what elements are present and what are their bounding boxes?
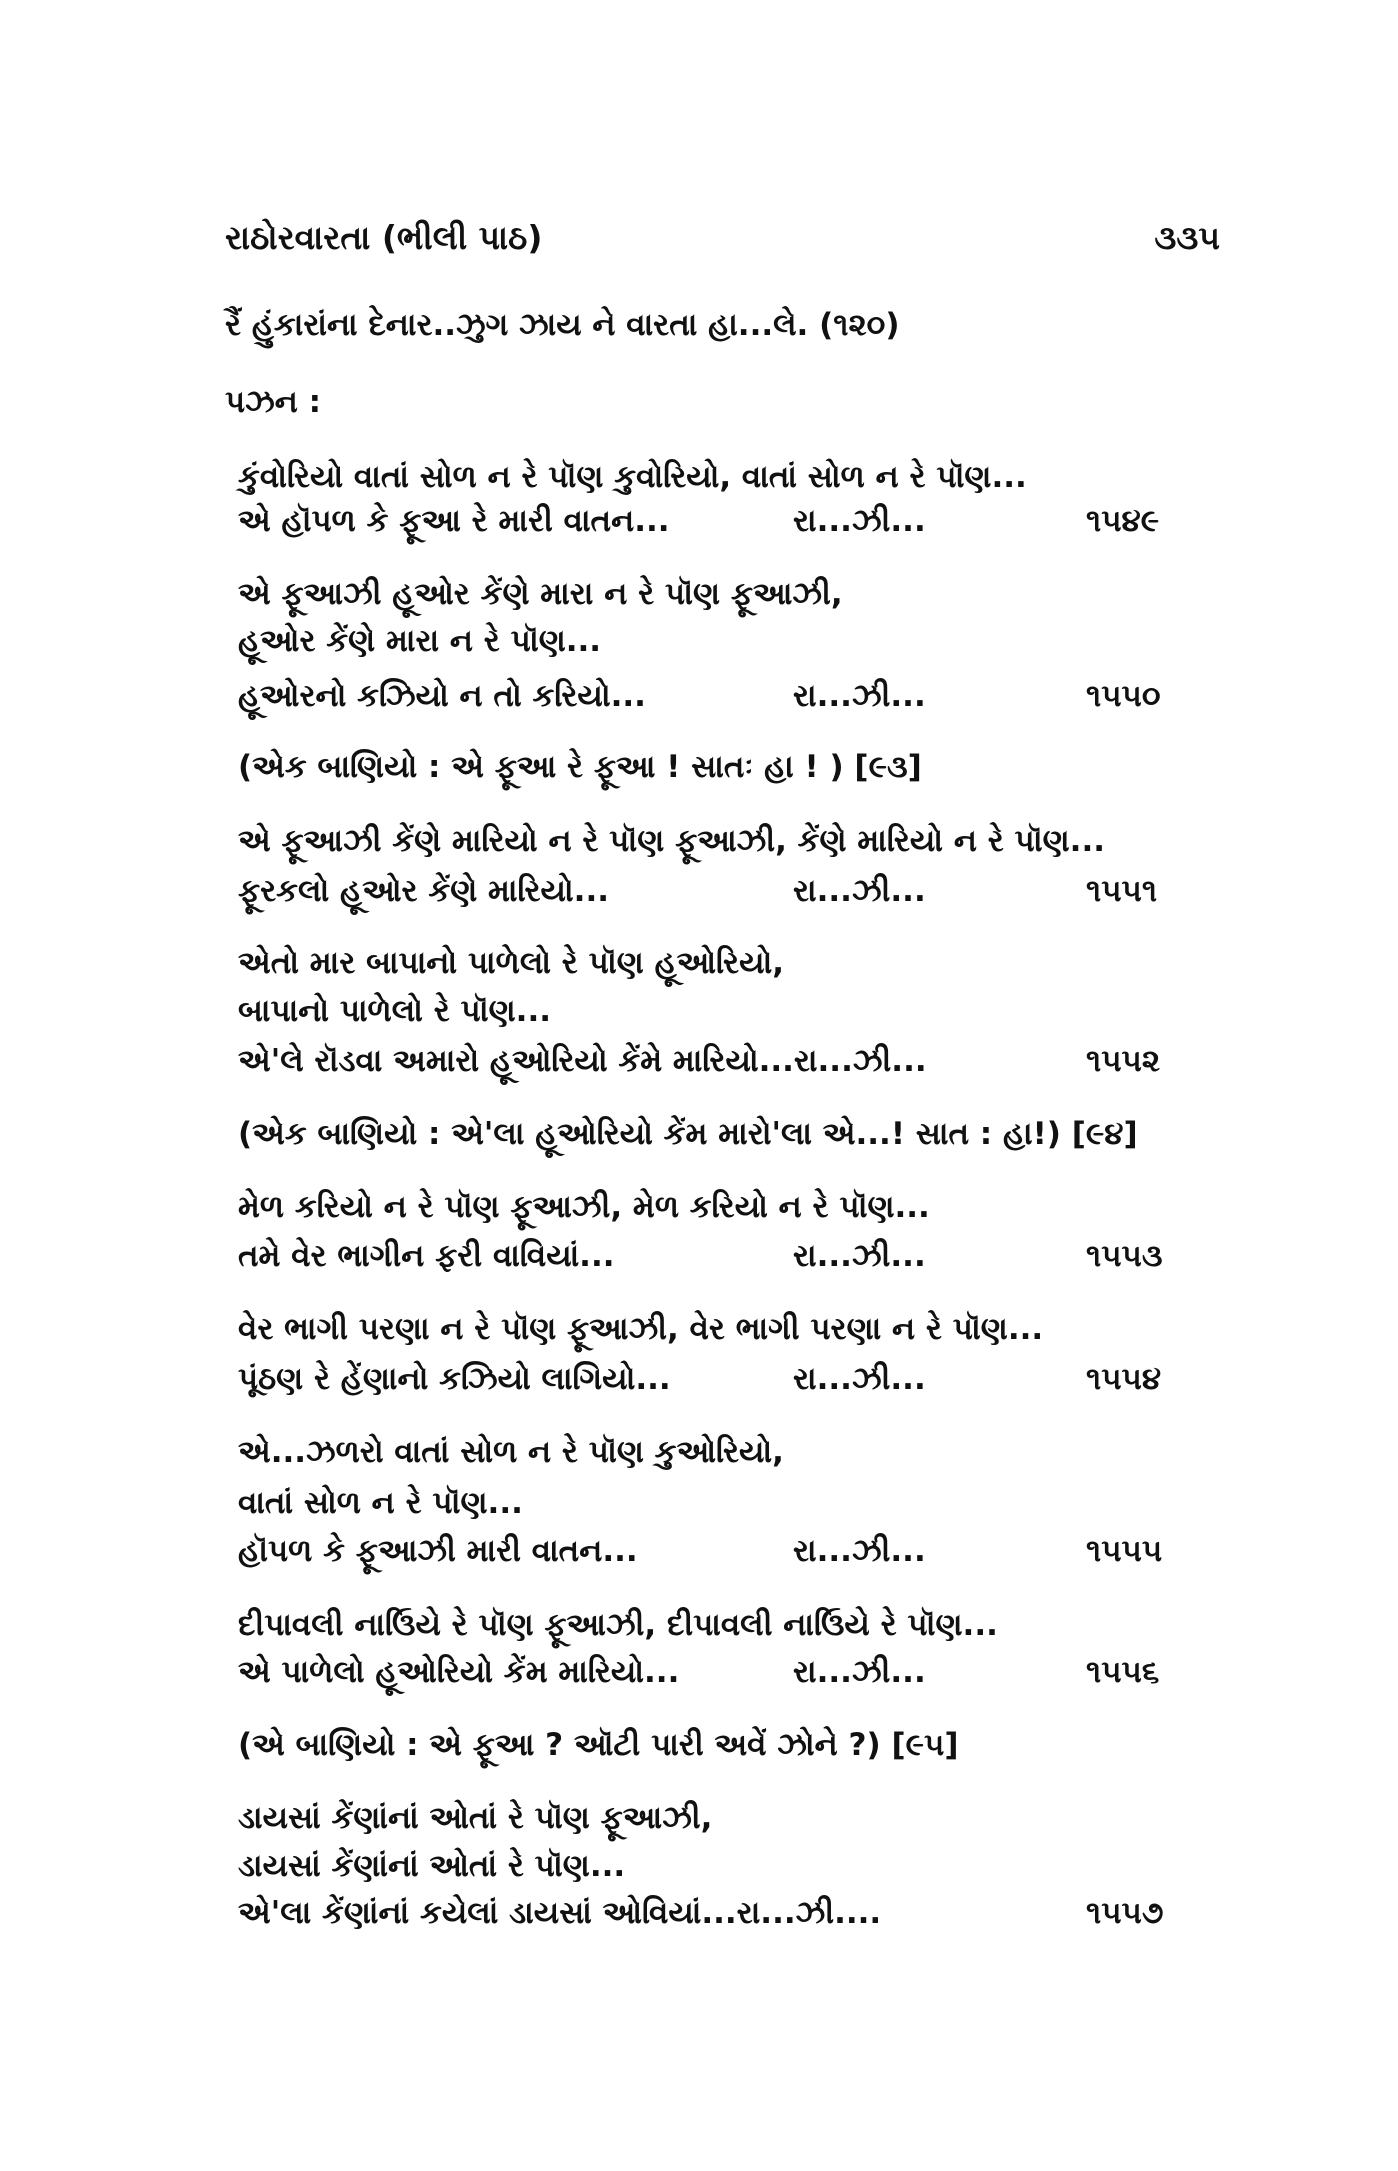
aside-line <box>238 749 922 785</box>
refrain-text: રા...ઝી... <box>793 678 926 714</box>
verse-text: દીપાવલી નાઉિયે રે પૉણ ફૂઆઝી, દીપાવલી નાઉિયે રે પૉણ... <box>238 1607 998 1643</box>
verse-text: પૂંઠણ રે હેંણાનો કઝિયો લાગિયો... <box>238 1361 671 1397</box>
verse-line <box>238 1434 784 1470</box>
verse-number: ૧૫૪૯ <box>1086 503 1160 539</box>
verse-text: બાપાનો પાળેલો રે પૉણ... <box>238 993 552 1029</box>
verse-text: ડાયસાં કેંણાંનાં ઓતાં રે પૉણ ફૂઆઝી, <box>238 1800 713 1836</box>
verse-text: એ ફૂઆઝી કેંણે મારિયો ન રે પૉણ ફૂઆઝી, કેંણે મારિયો ન રે પૉણ... <box>238 823 1106 859</box>
verse-line <box>238 1800 713 1836</box>
verse-text: હૂઓરનો કઝિયો ન તો કરિયો... <box>238 678 646 714</box>
verse-line <box>238 1533 1198 1569</box>
verse-text: એ'લા કેંણાંનાં કયેલાં ડાયસાં ઓવિયાં...રા...ઝી.... <box>238 1895 882 1931</box>
refrain-text: રા...ઝી... <box>793 503 926 539</box>
verse-number: ૧૫૫૧ <box>1086 873 1158 909</box>
verse-line <box>238 1895 1198 1931</box>
verse-text: હૂઓર કેંણે મારા ન રે પૉણ... <box>238 623 602 659</box>
verse-line <box>238 873 1198 909</box>
section-label: પઝન : <box>225 384 321 420</box>
verse-line <box>238 1189 930 1225</box>
verse-line <box>238 1607 998 1643</box>
aside-text: (એક બાણિયો : એ ફૂઆ રે ફૂઆ ! સાતઃ હા ! ) [૯૩] <box>238 749 922 785</box>
verse-line <box>238 623 602 659</box>
verse-text: એતો માર બાપાનો પાળેલો રે પૉણ હૂઓરિયો, <box>238 945 784 981</box>
verse-line <box>238 503 1198 539</box>
verse-line <box>238 576 843 612</box>
verse-number: ૧૫૫૪ <box>1086 1361 1162 1397</box>
verse-text: એ...ઝળરો વાતાં સોળ ન રે પૉણ કુઓરિયો, <box>238 1434 784 1470</box>
page-number: ૩૩૫ <box>1154 218 1220 257</box>
verse-number: ૧૫૫૩ <box>1086 1238 1163 1274</box>
refrain-text: રા...ઝી... <box>793 1654 926 1690</box>
refrain-text: રા...ઝી... <box>793 1238 926 1274</box>
verse-number: ૧૫૫૭ <box>1086 1895 1164 1931</box>
verse-text: ફૂરકલો હૂઓર કેંણે મારિયો... <box>238 873 610 909</box>
verse-line <box>238 1361 1198 1397</box>
intro-line: રૈં હુંકારાંના દેનાર..ઝુગ ઝાય ને વારતા હા...લે. (૧૨૦) <box>225 307 900 343</box>
verse-text: ડાયસાં કેંણાંનાં ઓતાં રે પૉણ... <box>238 1848 626 1884</box>
verse-line <box>238 459 1027 495</box>
verse-line <box>238 678 1198 714</box>
aside-text: (એક બાણિયો : એ'લા હૂઓરિયો કેંમ મારો'લા એ...! સાત : હા!) [૯૪] <box>238 1116 1138 1152</box>
verse-number: ૧૫૫૨ <box>1086 1043 1161 1079</box>
verse-number: ૧૫૫૦ <box>1086 678 1161 714</box>
verse-text: એ ફૂઆઝી હૂઓર કેંણે મારા ન રે પૉણ ફૂઆઝી, <box>238 576 843 612</box>
verse-number: ૧૫૫૫ <box>1086 1533 1163 1569</box>
verse-line <box>238 945 784 981</box>
refrain-text: રા...ઝી... <box>793 1533 926 1569</box>
verse-line <box>238 1848 626 1884</box>
refrain-text: રા...ઝી... <box>793 1361 926 1397</box>
verse-text: વાતાં સોળ ન રે પૉણ... <box>238 1485 523 1521</box>
verse-text: એ'લે રૉડવા અમારો હૂઓરિયો કેંમે મારિયો...રા...ઝી... <box>238 1043 927 1079</box>
verse-text: એ પાળેલો હૂઓરિયો કેંમ મારિયો... <box>238 1654 680 1690</box>
verse-line <box>238 993 552 1029</box>
verse-line <box>238 1238 1198 1274</box>
verse-line <box>238 1654 1198 1690</box>
verse-line <box>238 823 1106 859</box>
verse-line <box>238 1311 1044 1347</box>
running-title: રાઠોરવારતા (ભીલી પાઠ) <box>225 218 543 257</box>
verse-line <box>238 1485 523 1521</box>
verse-text: મેળ કરિયો ન રે પૉણ ફૂઆઝી, મેળ કરિયો ન રે પૉણ... <box>238 1189 930 1225</box>
verse-line <box>238 1043 1198 1079</box>
verse-text: તમે વેર ભાગીન ફરી વાવિયાં... <box>238 1238 615 1274</box>
verse-text: વેર ભાગી પરણા ન રે પૉણ ફૂઆઝી, વેર ભાગી પરણા ન રે પૉણ... <box>238 1311 1044 1347</box>
verse-text: હૉપળ કે ફૂઆઝી મારી વાતન... <box>238 1533 638 1569</box>
verse-text: એ હૉપળ કે ફૂઆ રે મારી વાતન... <box>238 503 670 539</box>
aside-line <box>238 1116 1138 1152</box>
verse-number: ૧૫૫૬ <box>1086 1654 1160 1690</box>
running-header <box>225 218 1220 268</box>
aside-line <box>238 1727 959 1763</box>
aside-text: (એ બાણિયો : એ ફૂઆ ? ઑટી પારી અવેં ઝોને ?) [૯૫] <box>238 1727 959 1763</box>
verse-text: કુંવોરિયો વાતાં સોળ ન રે પૉણ કુવોરિયો, વાતાં સોળ ન રે પૉણ... <box>238 459 1027 495</box>
refrain-text: રા...ઝી... <box>793 873 926 909</box>
